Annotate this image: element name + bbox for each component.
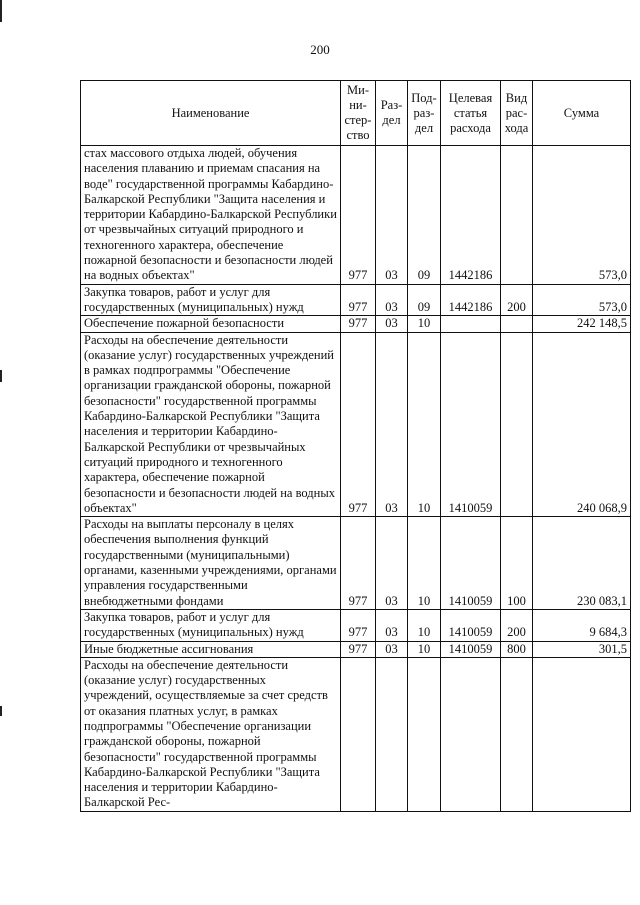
table-row	[81, 284, 631, 316]
row-ministry: 977	[341, 284, 376, 316]
scan-edge-mark-bottom	[0, 706, 2, 716]
row-ministry: 977	[341, 609, 376, 641]
row-sum: 573,0	[533, 146, 631, 285]
row-target	[441, 657, 501, 811]
row-target	[441, 316, 501, 332]
header-section: Раз- дел	[376, 81, 408, 146]
row-name: Расходы на обеспечение деятельности (оказание услуг) государственных учреждений в рамках подпрограммы "Обеспечение организации гражданской обороны, пожарной безопасности" государственной программы Кабардино-Балкарской Республики "Защита населения и территории Кабардино-Балкарской Республики от чрезвычайных ситуаций природного и техногенного характера, обеспечение пожарной безопасности и безопасности людей на водных объектах"	[81, 332, 341, 517]
row-name: Расходы на обеспечение деятельности (оказание услуг) государственных учреждений, осуществляемые за счет средств от оказания платных услуг, в рамках подпрограммы "Обеспечение организации гражданской обороны, пожарной безопасности" государственной программы Кабардино-Балкарской Республики "Защита населения и территории Кабардино-Балкарской Рес-	[81, 657, 341, 811]
row-kind: 800	[501, 641, 533, 657]
row-kind: 200	[501, 284, 533, 316]
page-number: 200	[310, 42, 330, 57]
row-name: Обеспечение пожарной безопасности	[81, 316, 341, 332]
row-sum: 573,0	[533, 284, 631, 316]
header-sum: Сумма	[533, 81, 631, 146]
row-kind	[501, 146, 533, 285]
row-kind: 200	[501, 609, 533, 641]
row-kind	[501, 316, 533, 332]
row-name: Закупка товаров, работ и услуг для государственных (муниципальных) нужд	[81, 284, 341, 316]
row-subsection: 10	[408, 316, 441, 332]
header-name: Наименование	[81, 81, 341, 146]
row-ministry: 977	[341, 316, 376, 332]
row-name: стах массового отдыха людей, обучения населения плаванию и приемам спасания на воде" государственной программы Кабардино-Балкарской Республики "Защита населения и территории Кабардино-Балкарской Республики от чрезвычайных ситуаций природного и техногенного характера, обеспечение пожарной безопасности и безопасности людей на водных объектах"	[81, 146, 341, 285]
row-ministry: 977	[341, 641, 376, 657]
header-ministry: Ми- ни- стер- ство	[341, 81, 376, 146]
row-section: 03	[376, 316, 408, 332]
row-sum: 230 083,1	[533, 517, 631, 610]
row-section	[376, 657, 408, 811]
scan-edge-mark-middle	[0, 370, 2, 382]
budget-table	[80, 80, 631, 812]
scan-edge-mark-top	[0, 0, 2, 22]
table-row	[81, 517, 631, 610]
row-subsection: 10	[408, 332, 441, 517]
row-kind	[501, 657, 533, 811]
row-name: Расходы на выплаты персоналу в целях обеспечения выполнения функций государственными (муниципальными) органами, казенными учреждениями, органами управления государственными внебюджетными фондами	[81, 517, 341, 610]
table-row	[81, 609, 631, 641]
row-ministry: 977	[341, 517, 376, 610]
row-section: 03	[376, 284, 408, 316]
row-subsection: 10	[408, 609, 441, 641]
row-ministry	[341, 657, 376, 811]
row-section: 03	[376, 517, 408, 610]
row-sum: 9 684,3	[533, 609, 631, 641]
row-section: 03	[376, 641, 408, 657]
table-row	[81, 316, 631, 332]
header-row	[81, 81, 631, 146]
row-sum	[533, 657, 631, 811]
table-row	[81, 657, 631, 811]
row-section: 03	[376, 146, 408, 285]
row-name: Иные бюджетные ассигнования	[81, 641, 341, 657]
row-subsection: 10	[408, 517, 441, 610]
row-target: 1442186	[441, 146, 501, 285]
header-subsection: Под- раз- дел	[408, 81, 441, 146]
row-name: Закупка товаров, работ и услуг для государственных (муниципальных) нужд	[81, 609, 341, 641]
header-expense-kind: Вид рас- хода	[501, 81, 533, 146]
row-ministry: 977	[341, 146, 376, 285]
row-section: 03	[376, 609, 408, 641]
header-target-article: Целевая статья расхода	[441, 81, 501, 146]
row-sum: 242 148,5	[533, 316, 631, 332]
row-target: 1410059	[441, 332, 501, 517]
row-section: 03	[376, 332, 408, 517]
row-subsection: 09	[408, 284, 441, 316]
row-target: 1410059	[441, 517, 501, 610]
row-subsection: 09	[408, 146, 441, 285]
table-row	[81, 332, 631, 517]
row-subsection: 10	[408, 641, 441, 657]
row-kind	[501, 332, 533, 517]
row-subsection	[408, 657, 441, 811]
row-target: 1410059	[441, 609, 501, 641]
row-target: 1410059	[441, 641, 501, 657]
row-ministry: 977	[341, 332, 376, 517]
row-kind: 100	[501, 517, 533, 610]
row-sum: 301,5	[533, 641, 631, 657]
table-row	[81, 146, 631, 285]
row-target: 1442186	[441, 284, 501, 316]
table-row	[81, 641, 631, 657]
row-sum: 240 068,9	[533, 332, 631, 517]
